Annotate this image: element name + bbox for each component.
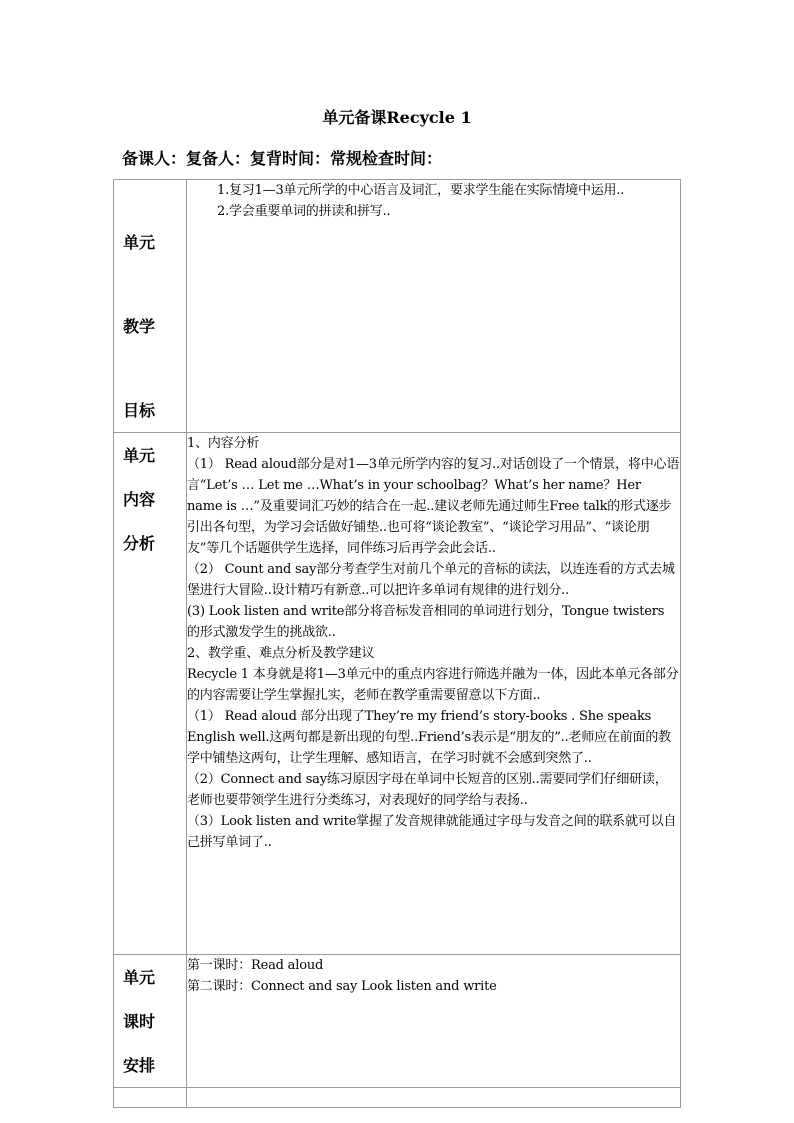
analysis-paragraph: （3）Look listen and write掌握了发音规律就能通过字母与发音之间的联系就可以自己拼写单词了.. — [187, 814, 677, 850]
objective-item: 2.学会重要单词的拼读和拼写.. — [217, 204, 391, 219]
label-line: 教学 — [123, 317, 156, 336]
empty-content-cell — [187, 1088, 681, 1108]
table-row-empty — [114, 1088, 681, 1108]
content-cell-class-schedule — [187, 955, 681, 1088]
label-line: 课时 — [123, 1012, 156, 1031]
document-title: 单元备课Recycle 1 — [322, 108, 472, 127]
label-cell-unit-objectives — [114, 180, 187, 433]
content-cell-content-analysis — [187, 433, 681, 955]
section-heading: 1、内容分析 — [187, 436, 260, 451]
label-line: 单元 — [123, 446, 156, 465]
label-line: 分析 — [123, 534, 156, 553]
schedule-item: 第一课时：Read aloud — [187, 958, 324, 973]
analysis-paragraph: （1） Read aloud部分是对1—3单元所学内容的复习..对话创设了一个情景，将中心语言“Let’s … Let me …What’s in your schoolbag？What’s her name？Her name is …”及重要词汇巧妙的结合在一起..建议老师先通过师生Free talk的形式逐步引出各句型，为学习会话做好铺垫..也可将“谈论教室”、“谈论学习用品”、“谈论朋友”等几个话题供学生选择，同伴练习后再学会此会话.. — [187, 457, 680, 556]
lesson-plan-table — [113, 179, 681, 1108]
preparer-info-line: 备课人：复备人：复背时间：常规检查时间： — [122, 149, 443, 168]
label-line: 目标 — [123, 401, 156, 420]
objective-item: 1.复习1—3单元所学的中心语言及词汇，要求学生能在实际情境中运用.. — [217, 183, 625, 198]
content-cell-unit-objectives — [187, 180, 681, 433]
table-row-class-schedule — [114, 955, 681, 1088]
analysis-paragraph: （2）Connect and say练习原因字母在单词中长短音的区别..需要同学们仔细研读，老师也要带领学生进行分类练习，对表现好的同学给与表扬.. — [187, 772, 668, 808]
analysis-paragraph: (3) Look listen and write部分将音标发音相同的单词进行划分，Tongue twisters 的形式激发学生的挑战欲.. — [187, 604, 665, 640]
table-row-unit-objectives — [114, 180, 681, 433]
analysis-paragraph: （1） Read aloud 部分出现了They’re my friend’s story-books . She speaks English well.这两句都是新出现的句型..Friend’s表示是“朋友的”..老师应在前面的教学中铺垫这两句，让学生理解、感知语言，在学习时就不会感到突然了.. — [187, 709, 671, 766]
label-line: 单元 — [123, 233, 156, 252]
label-cell-class-schedule — [114, 955, 187, 1088]
label-cell-content-analysis — [114, 433, 187, 955]
analysis-paragraph: （2） Count and say部分考查学生对前几个单元的音标的读法，以连连看的方式去城堡进行大冒险..设计精巧有新意..可以把许多单词有规律的进行划分.. — [187, 562, 675, 598]
label-line: 内容 — [123, 490, 156, 509]
label-line: 安排 — [123, 1056, 156, 1075]
schedule-item: 第二课时：Connect and say Look listen and write — [187, 979, 497, 994]
empty-label-cell — [114, 1088, 187, 1108]
analysis-paragraph: Recycle 1 本身就是将1—3单元中的重点内容进行筛选并融为一体，因此本单元各部分的内容需要让学生掌握扎实，老师在教学重需要留意以下方面.. — [187, 667, 679, 703]
table-row-content-analysis — [114, 433, 681, 955]
section-heading: 2、教学重、难点分析及教学建议 — [187, 646, 375, 661]
label-line: 单元 — [123, 968, 156, 987]
